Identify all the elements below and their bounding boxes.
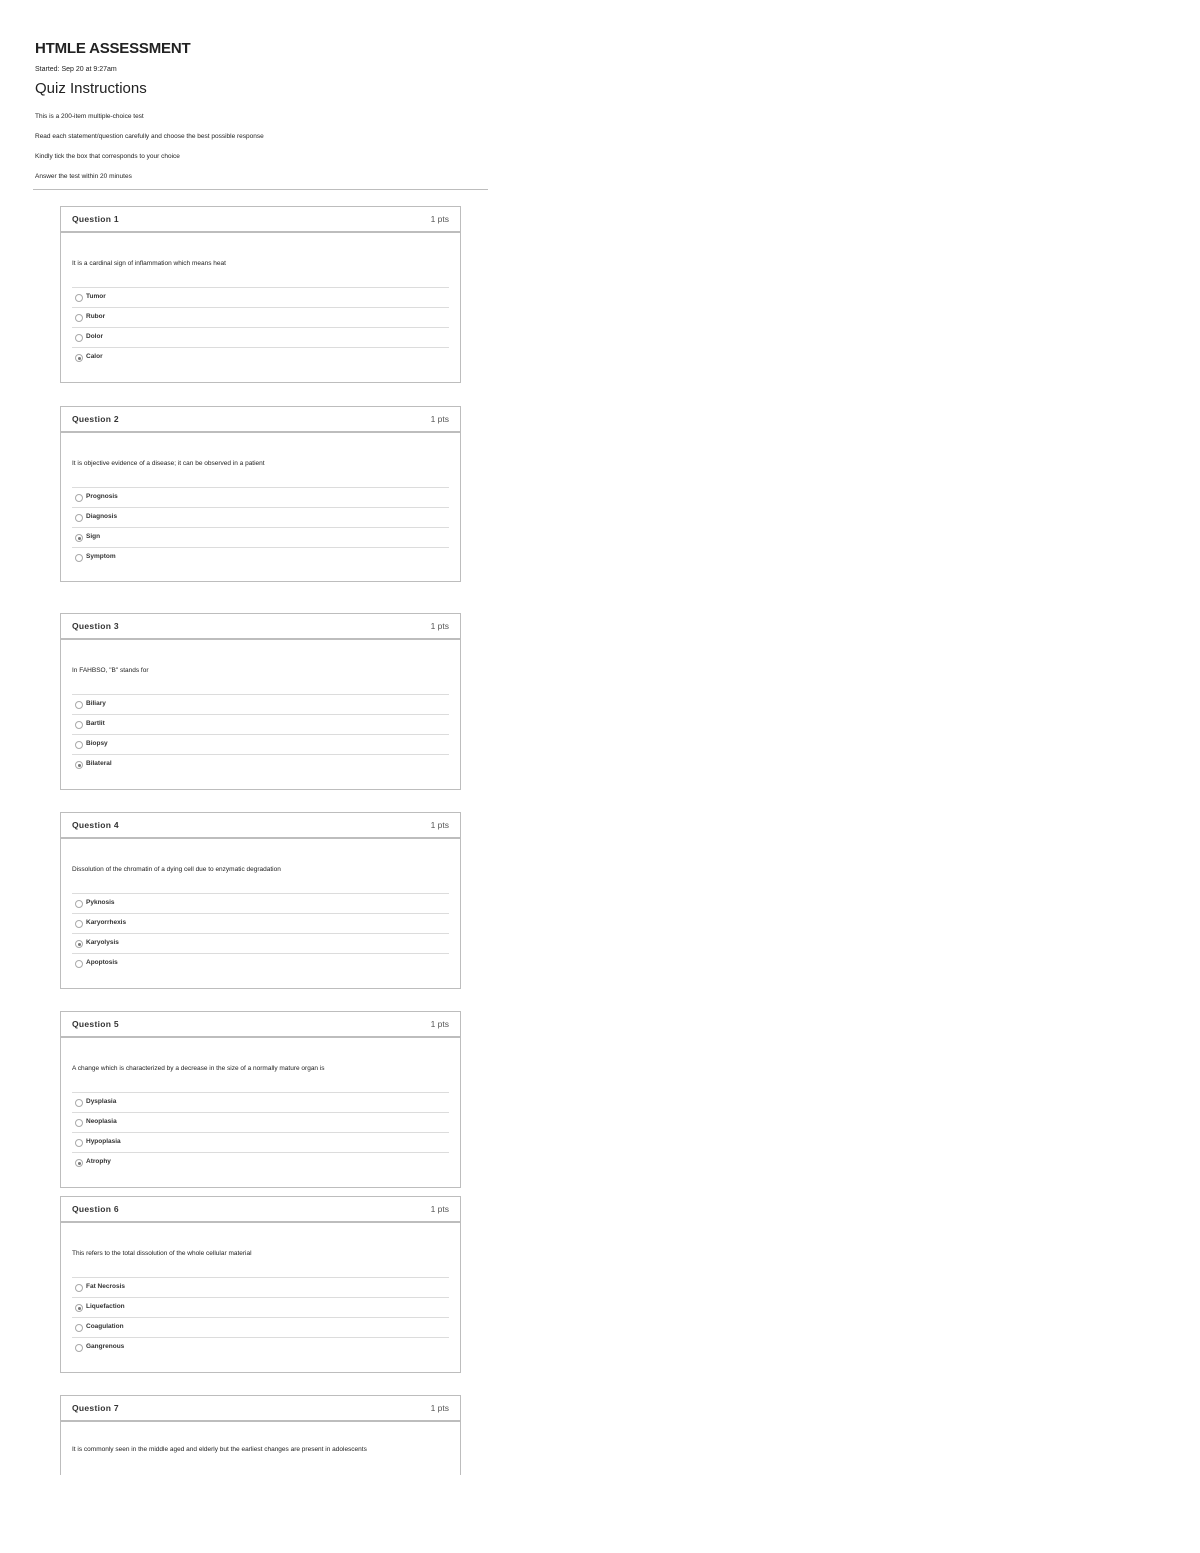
answer-options — [72, 1092, 449, 1172]
question-card-1 — [60, 206, 461, 383]
radio-button[interactable] — [75, 554, 83, 562]
answer-options — [72, 487, 449, 567]
answer-option-label[interactable]: Apoptosis — [86, 959, 118, 966]
radio-button[interactable] — [75, 701, 83, 709]
question-points: 1 pts — [430, 1403, 449, 1413]
instruction-line: Kindly tick the box that corresponds to your choice — [35, 153, 180, 160]
answer-options — [72, 287, 449, 367]
question-card-6 — [60, 1196, 461, 1373]
answer-option-label[interactable]: Prognosis — [86, 493, 118, 500]
question-label: Question 4 — [72, 820, 119, 830]
radio-button[interactable] — [75, 721, 83, 729]
question-points: 1 pts — [430, 621, 449, 631]
answer-option[interactable] — [72, 754, 449, 774]
question-card-2 — [60, 406, 461, 582]
radio-button[interactable] — [75, 920, 83, 928]
answer-option-label[interactable]: Dolor — [86, 333, 103, 340]
question-header — [61, 1012, 460, 1038]
instruction-line: Read each statement/question carefully and choose the best possible response — [35, 133, 264, 140]
answer-option[interactable] — [72, 933, 449, 953]
answer-option-label[interactable]: Pyknosis — [86, 899, 115, 906]
question-label: Question 5 — [72, 1019, 119, 1029]
question-header — [61, 1197, 460, 1223]
started-timestamp: Started: Sep 20 at 9:27am — [35, 66, 117, 73]
answer-option-label[interactable]: Symptom — [86, 553, 116, 560]
answer-option[interactable] — [72, 1277, 449, 1297]
answer-options — [72, 1277, 449, 1357]
radio-button[interactable] — [75, 1099, 83, 1107]
answer-option-label[interactable]: Coagulation — [86, 1323, 124, 1330]
header-divider — [33, 189, 488, 190]
radio-button[interactable] — [75, 354, 83, 362]
question-text: It is a cardinal sign of inflammation which means heat — [72, 260, 226, 267]
answer-option[interactable] — [72, 487, 449, 507]
answer-option-label[interactable]: Tumor — [86, 293, 106, 300]
radio-button[interactable] — [75, 314, 83, 322]
question-label: Question 1 — [72, 214, 119, 224]
radio-button[interactable] — [75, 761, 83, 769]
answer-option-label[interactable]: Bilateral — [86, 760, 112, 767]
answer-option[interactable] — [72, 1297, 449, 1317]
question-card-4 — [60, 812, 461, 989]
answer-option-label[interactable]: Fat Necrosis — [86, 1283, 126, 1290]
question-text: In FAHBSO, "B" stands for — [72, 667, 149, 674]
answer-option-label[interactable]: Biopsy — [86, 740, 108, 747]
question-text: Dissolution of the chromatin of a dying cell due to enzymatic degradation — [72, 866, 281, 873]
radio-button[interactable] — [75, 1344, 83, 1352]
answer-option[interactable] — [72, 287, 449, 307]
answer-option[interactable] — [72, 527, 449, 547]
question-points: 1 pts — [430, 214, 449, 224]
answer-option-label[interactable]: Biliary — [86, 700, 106, 707]
answer-option[interactable] — [72, 953, 449, 973]
radio-button[interactable] — [75, 1304, 83, 1312]
question-text: This refers to the total dissolution of the whole cellular material — [72, 1250, 252, 1257]
answer-option-label[interactable]: Liquefaction — [86, 1303, 125, 1310]
answer-option-label[interactable]: Dysplasia — [86, 1098, 117, 1105]
answer-options — [72, 694, 449, 774]
question-card-3 — [60, 613, 461, 790]
radio-button[interactable] — [75, 494, 83, 502]
answer-option-label[interactable]: Rubor — [86, 313, 106, 320]
answer-option-label[interactable]: Hypoplasia — [86, 1138, 121, 1145]
question-label: Question 6 — [72, 1204, 119, 1214]
question-header — [61, 207, 460, 233]
question-text: A change which is characterized by a decrease in the size of a normally mature organ is — [72, 1065, 325, 1072]
question-card-7 — [60, 1395, 461, 1475]
radio-button[interactable] — [75, 900, 83, 908]
question-label: Question 3 — [72, 621, 119, 631]
question-points: 1 pts — [430, 414, 449, 424]
answer-option-label[interactable]: Neoplasia — [86, 1118, 117, 1125]
question-header — [61, 407, 460, 433]
radio-button[interactable] — [75, 514, 83, 522]
answer-option[interactable] — [72, 1317, 449, 1337]
answer-option-label[interactable]: Atrophy — [86, 1158, 111, 1165]
radio-button[interactable] — [75, 1119, 83, 1127]
instruction-line: This is a 200-item multiple-choice test — [35, 113, 144, 120]
answer-option[interactable] — [72, 327, 449, 347]
radio-button[interactable] — [75, 334, 83, 342]
answer-option-label[interactable]: Calor — [86, 353, 103, 360]
question-label: Question 7 — [72, 1403, 119, 1413]
answer-option[interactable] — [72, 913, 449, 933]
instruction-line: Answer the test within 20 minutes — [35, 173, 132, 180]
question-header — [61, 1396, 460, 1422]
question-label: Question 2 — [72, 414, 119, 424]
answer-options — [72, 893, 449, 973]
page-title: HTMLE ASSESSMENT — [35, 40, 191, 57]
answer-option[interactable] — [72, 1132, 449, 1152]
radio-button[interactable] — [75, 741, 83, 749]
radio-button[interactable] — [75, 1324, 83, 1332]
answer-option-label[interactable]: Karyorrhexis — [86, 919, 127, 926]
radio-button[interactable] — [75, 960, 83, 968]
answer-option-label[interactable]: Karyolysis — [86, 939, 119, 946]
question-header — [61, 614, 460, 640]
answer-option[interactable] — [72, 547, 449, 567]
answer-option[interactable] — [72, 734, 449, 754]
answer-option[interactable] — [72, 1092, 449, 1112]
answer-option-label[interactable]: Diagnosis — [86, 513, 118, 520]
answer-option[interactable] — [72, 347, 449, 367]
radio-button[interactable] — [75, 1139, 83, 1147]
question-text: It is commonly seen in the middle aged and elderly but the earliest changes are present in adolescents — [72, 1446, 367, 1453]
answer-option[interactable] — [72, 694, 449, 714]
question-points: 1 pts — [430, 1204, 449, 1214]
answer-option[interactable] — [72, 1152, 449, 1172]
radio-button[interactable] — [75, 940, 83, 948]
answer-option[interactable] — [72, 1337, 449, 1357]
answer-option[interactable] — [72, 893, 449, 913]
radio-button[interactable] — [75, 294, 83, 302]
answer-option[interactable] — [72, 307, 449, 327]
answer-option[interactable] — [72, 507, 449, 527]
question-text: It is objective evidence of a disease; it can be observed in a patient — [72, 460, 265, 467]
instructions-title: Quiz Instructions — [35, 80, 147, 97]
answer-option-label[interactable]: Sign — [86, 533, 101, 540]
answer-option-label[interactable]: Bartlit — [86, 720, 105, 727]
question-card-5 — [60, 1011, 461, 1188]
answer-option[interactable] — [72, 1112, 449, 1132]
radio-button[interactable] — [75, 534, 83, 542]
radio-button[interactable] — [75, 1284, 83, 1292]
answer-option-label[interactable]: Gangrenous — [86, 1343, 125, 1350]
radio-button[interactable] — [75, 1159, 83, 1167]
question-points: 1 pts — [430, 820, 449, 830]
question-points: 1 pts — [430, 1019, 449, 1029]
answer-option[interactable] — [72, 714, 449, 734]
question-header — [61, 813, 460, 839]
